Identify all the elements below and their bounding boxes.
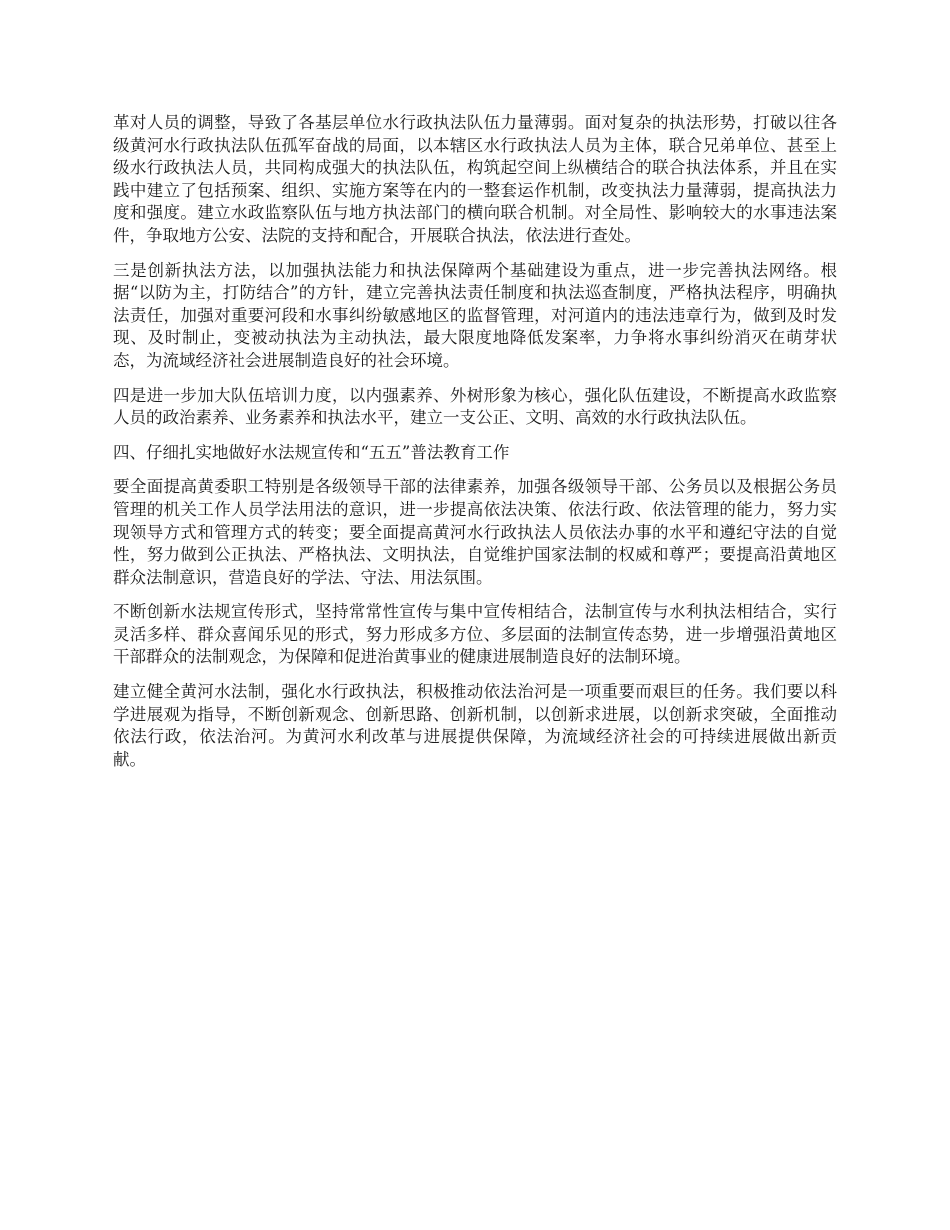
- paragraph-publicity-forms: 不断创新水法规宣传形式，坚持常常性宣传与集中宣传相结合，法制宣传与水利执法相结合，实行灵活多样、群众喜闻乐见的形式，努力形成多方位、多层面的法制宣传态势，进一步增强沿黄地区干部群众的法制观念，为保障和促进治黄事业的健康进展制造良好的法制环境。: [113, 602, 837, 667]
- document-body: [113, 112, 837, 783]
- section-heading-publicity: 四、仔细扎实地做好水法规宣传和“五五”普法教育工作: [113, 442, 510, 462]
- paragraph-legal-literacy: 要全面提高黄委职工特别是各级领导干部的法律素养，加强各级领导干部、公务员以及根据公务员管理的机关工作人员学法用法的意识，进一步提高依法决策、依法行政、依法管理的能力，努力实现领导方式和管理方式的转变；要全面提高黄河水行政执法人员依法办事的水平和遵纪守法的自觉性，努力做到公正执法、严格执法、文明执法，自觉维护国家法制的权威和尊严；要提高沿黄地区群众法制意识，营造良好的学法、守法、用法氛围。: [113, 477, 837, 587]
- paragraph-team-training: 四是进一步加大队伍培训力度，以内强素养、外树形象为核心，强化队伍建设，不断提高水政监察人员的政治素养、业务素养和执法水平，建立一支公正、文明、高效的水行政执法队伍。: [113, 385, 837, 428]
- paragraph-joint-enforcement: 革对人员的调整，导致了各基层单位水行政执法队伍力量薄弱。面对复杂的执法形势，打破以往各级黄河水行政执法队伍孤军奋战的局面，以本辖区水行政执法人员为主体，联合兄弟单位、甚至上级水行政执法人员，共同构成强大的执法队伍，构筑起空间上纵横结合的联合执法体系，并且在实践中建立了包括预案、组织、实施方案等在内的一整套运作机制，改变执法力量薄弱，提高执法力度和强度。建立水政监察队伍与地方执法部门的横向联合机制。对全局性、影响较大的水事违法案件，争取地方公安、法院的支持和配合，开展联合执法，依法进行查处。: [113, 113, 837, 245]
- paragraph-conclusion: 建立健全黄河水法制，强化水行政执法，积极推动依法治河是一项重要而艰巨的任务。我们要以科学进展观为指导，不断创新观念、创新思路、创新机制，以创新求进展，以创新求突破，全面推动依法行政，依法治河。为黄河水利改革与进展提供保障，为流域经济社会的可持续进展做出新贡献。: [113, 682, 837, 769]
- paragraph-innovate-methods: 三是创新执法方法，以加强执法能力和执法保障两个基础建设为重点，进一步完善执法网络。根据“以防为主，打防结合”的方针，建立完善执法责任制度和执法巡查制度，严格执法程序，明确执法责任，加强对重要河段和水事纠纷敏感地区的监督管理，对河道内的违法违章行为，做到及时发现、及时制止，变被动执法为主动执法，最大限度地降低发案率，力争将水事纠纷消灭在萌芽状态，为流域经济社会进展制造良好的社会环境。: [113, 260, 837, 370]
